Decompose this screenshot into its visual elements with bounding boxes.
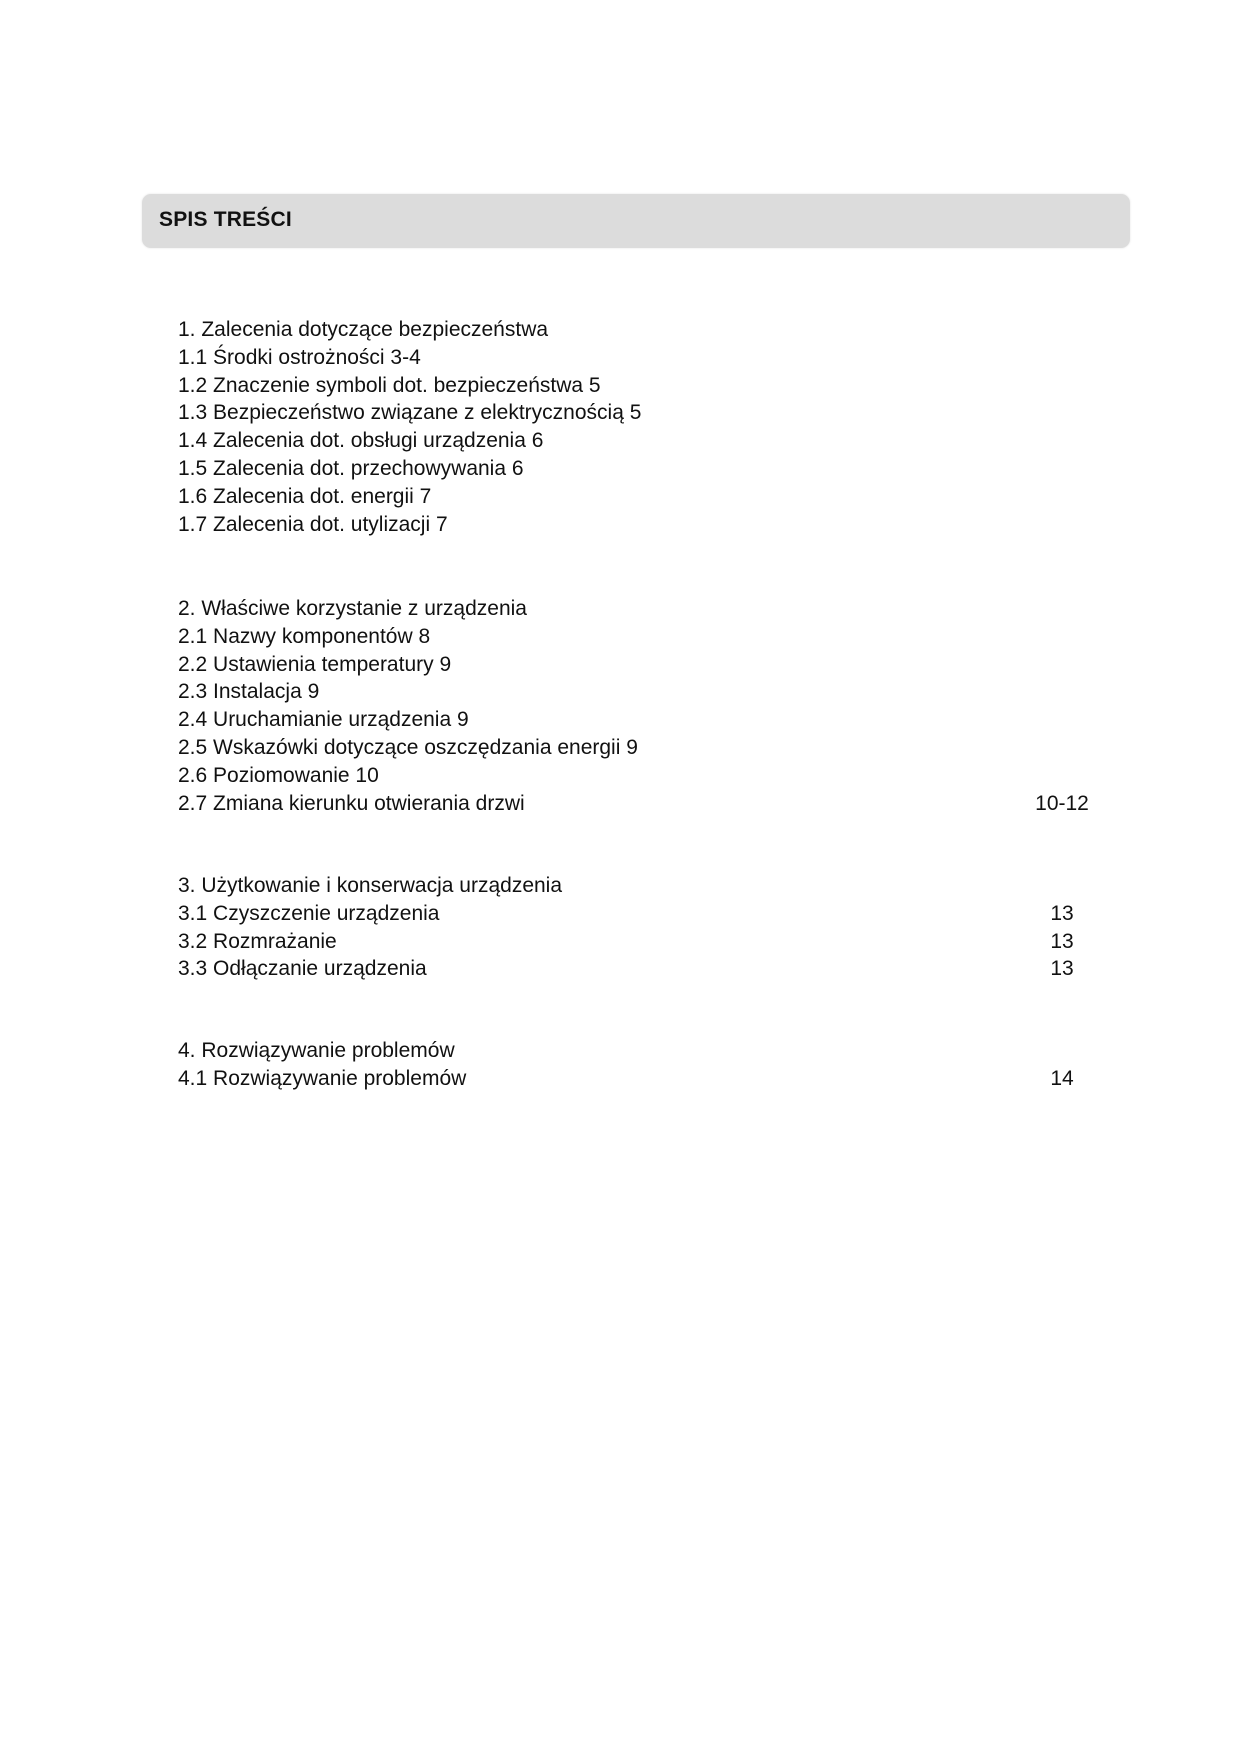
toc-entry <box>178 928 1098 956</box>
toc-entry-label: 3.3 Odłączanie urządzenia <box>178 957 427 981</box>
toc-entry-label: 2.2 Ustawienia temperatury 9 <box>178 652 452 676</box>
toc-entry <box>178 790 1098 818</box>
toc-entry <box>178 955 1098 983</box>
toc-entry <box>178 1065 1098 1093</box>
toc-entry <box>178 651 1098 679</box>
toc-entry-label: 1.6 Zalecenia dot. energii 7 <box>178 484 432 508</box>
toc-entry-label: 2.3 Instalacja 9 <box>178 680 320 704</box>
toc-entry-page: 14 <box>1050 1066 1074 1090</box>
toc-entry-label: 3.2 Rozmrażanie <box>178 929 337 953</box>
toc-section-1 <box>178 316 1098 538</box>
toc-entry-label: 3.1 Czyszczenie urządzenia <box>178 901 440 925</box>
toc-entry-label: 1.2 Znaczenie symboli dot. bezpieczeństwa 5 <box>178 373 601 397</box>
toc-entry-page: 13 <box>1050 901 1074 925</box>
toc-section-4 <box>178 1037 1098 1093</box>
toc-entry <box>178 734 1098 762</box>
toc-entry <box>178 483 1098 511</box>
toc-entry-label: 2.1 Nazwy komponentów 8 <box>178 624 431 648</box>
toc-entry <box>178 316 1098 344</box>
toc-entry-label: 4.1 Rozwiązywanie problemów <box>178 1066 467 1090</box>
toc-entry-label: 2. Właściwe korzystanie z urządzenia <box>178 597 527 620</box>
toc-entry <box>178 344 1098 372</box>
toc-entry <box>178 1037 1098 1065</box>
toc-entry <box>178 455 1098 483</box>
toc-entry <box>178 706 1098 734</box>
toc-title: SPIS TREŚCI <box>159 208 292 231</box>
toc-entry-label: 2.6 Poziomowanie 10 <box>178 763 379 787</box>
toc-entry <box>178 678 1098 706</box>
toc-entry-page: 13 <box>1050 929 1074 953</box>
toc-entry-label: 2.7 Zmiana kierunku otwierania drzwi <box>178 791 525 815</box>
toc-entry-label: 1.5 Zalecenia dot. przechowywania 6 <box>178 456 524 480</box>
toc-entry-label: 1.4 Zalecenia dot. obsługi urządzenia 6 <box>178 429 544 453</box>
toc-section-2 <box>178 595 1098 817</box>
toc-entry <box>178 872 1098 900</box>
toc-entry-label: 2.5 Wskazówki dotyczące oszczędzania energii 9 <box>178 735 638 759</box>
toc-entry <box>178 427 1098 455</box>
toc-entry <box>178 511 1098 539</box>
toc-entry-label: 1.3 Bezpieczeństwo związane z elektrycznością 5 <box>178 401 642 425</box>
toc-entry <box>178 372 1098 400</box>
toc-entry <box>178 595 1098 623</box>
toc-entry-label: 1. Zalecenia dotyczące bezpieczeństwa <box>178 318 549 341</box>
toc-entry <box>178 623 1098 651</box>
toc-entry <box>178 900 1098 928</box>
toc-entry-label: 2.4 Uruchamianie urządzenia 9 <box>178 708 469 732</box>
toc-entry-label: 3. Użytkowanie i konserwacja urządzenia <box>178 874 563 897</box>
toc-entry-page: 10-12 <box>1035 791 1089 815</box>
toc-entry-label: 4. Rozwiązywanie problemów <box>178 1039 455 1062</box>
toc-header-bar <box>142 194 1130 248</box>
toc-entry <box>178 762 1098 790</box>
toc-entry-label: 1.7 Zalecenia dot. utylizacji 7 <box>178 512 448 536</box>
toc-entry-page: 13 <box>1050 957 1074 981</box>
toc-entry-label: 1.1 Środki ostrożności 3-4 <box>178 345 421 369</box>
toc-entry <box>178 399 1098 427</box>
toc-section-3 <box>178 872 1098 983</box>
